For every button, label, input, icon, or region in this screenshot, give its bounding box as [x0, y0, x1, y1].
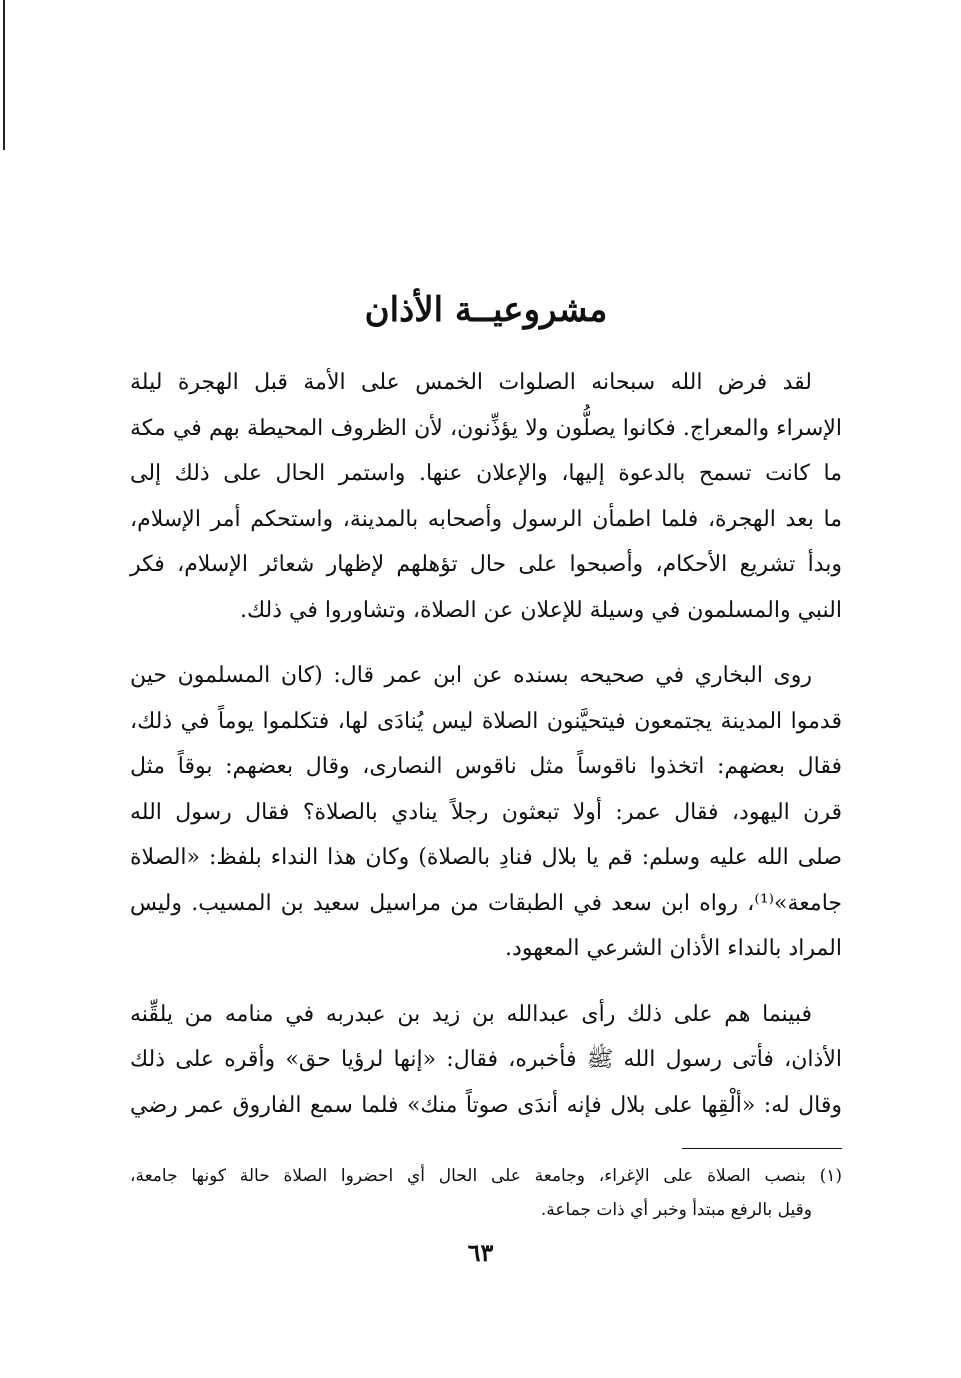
text-line: روى البخاري في صحيحه بسنده عن ابن عمر قال: (كان المسلمون حين	[130, 663, 812, 688]
text-line: لقد فرض الله سبحانه الصلوات الخمس على الأمة قبل الهجرة ليلة	[130, 370, 812, 395]
text-line: قرن اليهود، فقال عمر: أولا تبعثون رجلاً ينادي بالصلاة؟ فقال رسول الله	[130, 799, 842, 825]
text-line: ما كانت تسمح بالدعوة إليها، والإعلان عنها. واستمر الحال على ذلك إلى	[130, 461, 842, 486]
footnote	[130, 1159, 842, 1227]
page-number: ٦٣	[467, 1238, 494, 1267]
scan-edge-line	[3, 0, 5, 150]
footnote-line: وقيل بالرفع مبتدأ وخبر أي ذات جماعة.	[540, 1200, 812, 1220]
footnote-line: (١) بنصب الصلاة على الإغراء، وجامعة على الحال أي احضروا الصلاة حالة كونها جامعة،	[130, 1166, 842, 1186]
text-line: جامعة»⁽¹⁾، رواه ابن سعد في الطبقات من مراسيل سعيد بن المسيب. وليس	[130, 890, 842, 916]
paragraph-1	[130, 360, 842, 633]
text-line: ما بعد الهجرة، فلما اطمأن الرسول وأصحابه بالمدينة، واستحكم أمر الإسلام،	[130, 506, 842, 532]
text-line: صلى الله عليه وسلم: قم يا بلال فنادِ بالصلاة) وكان هذا النداء بلفظ: «الصلاة	[130, 845, 842, 870]
text-line: فبينما هم على ذلك رأى عبدالله بن زيد بن عبدربه في منامه من يلقِّنه	[130, 1001, 812, 1027]
page-title: مشروعيــة الأذان	[364, 290, 608, 330]
paragraph-2	[130, 653, 842, 972]
paragraph-3	[130, 992, 842, 1129]
text-line: فقال بعضهم: اتخذوا ناقوساً مثل ناقوس النصارى، وقال بعضهم: بوقاً مثل	[130, 754, 842, 779]
document-page	[130, 280, 842, 1227]
text-line: الإسراء والمعراج. فكانوا يصلُّون ولا يؤذِّنون، لأن الظروف المحيطة بهم في مكة	[130, 415, 843, 441]
text-line: النبي والمسلمون في وسيلة للإعلان عن الصلاة، وتشاوروا في ذلك.	[239, 597, 842, 623]
text-line: وقال له: «ألْقِها على بلال فإنه أندَى صوتاً منك» فلما سمع الفاروق عمر رضي	[130, 1092, 842, 1118]
text-line: المراد بالنداء الأذان الشرعي المعهود.	[505, 936, 842, 961]
text-line: قدموا المدينة يجتمعون فيتحيَّنون الصلاة ليس يُنادَى لها، فتكلموا يوماً في ذلك،	[130, 708, 842, 734]
footnote-divider	[682, 1148, 842, 1149]
text-line: الأذان، فأتى رسول الله ﷺ فأخبره، فقال: «إنها لرؤيا حق» وأقره على ذلك	[130, 1047, 842, 1072]
text-line: وبدأ تشريع الأحكام، وأصبحوا على حال تؤهلهم لإظهار شعائر الإسلام، فكر	[130, 552, 842, 577]
